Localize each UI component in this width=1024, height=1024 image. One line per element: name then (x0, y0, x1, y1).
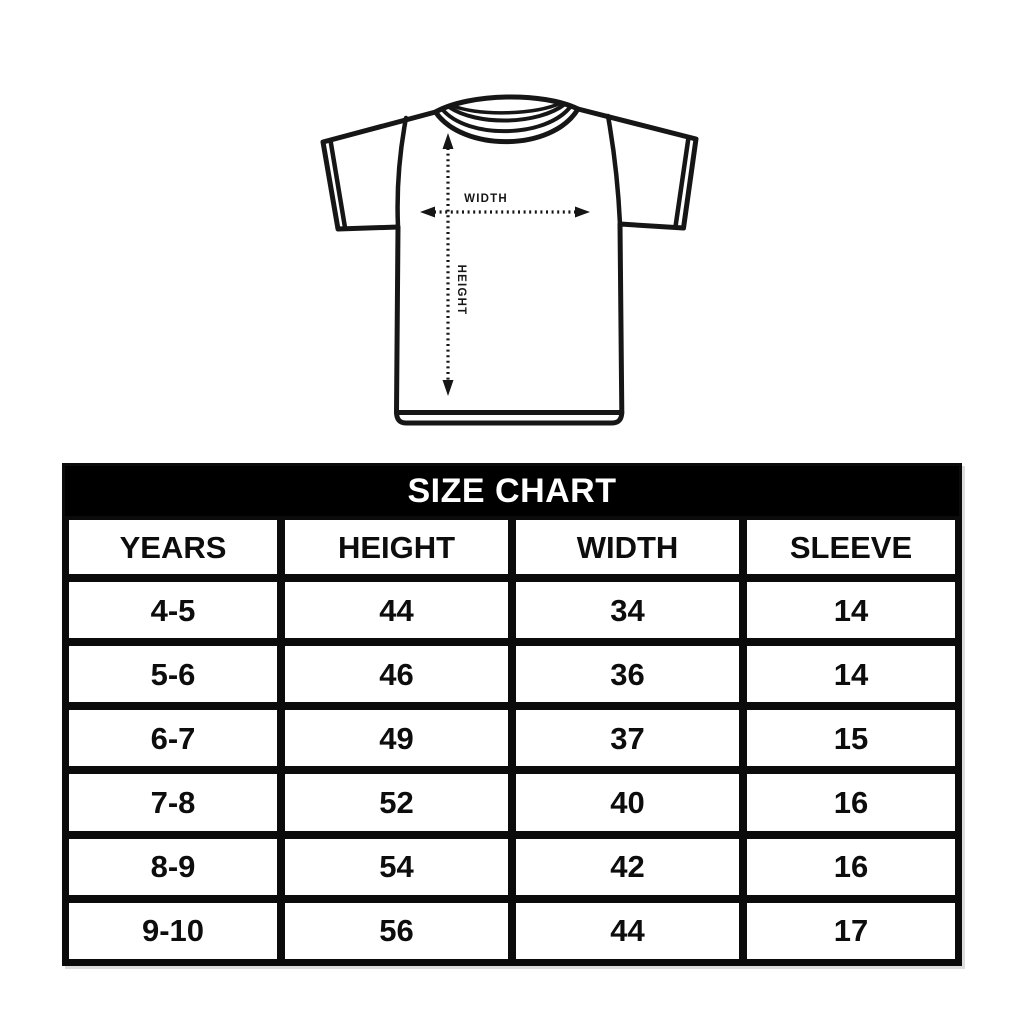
table-cell-width: 42 (512, 835, 743, 899)
tshirt-outline (323, 109, 696, 423)
table-cell-width: 40 (512, 770, 743, 834)
table-cell-height: 56 (281, 899, 512, 963)
table-cell-years: 9-10 (65, 899, 281, 963)
table-cell-width: 36 (512, 642, 743, 706)
table-cell-height: 49 (281, 706, 512, 770)
table-cell-years: 6-7 (65, 706, 281, 770)
table-cell-width: 34 (512, 578, 743, 642)
table-cell-width: 44 (512, 899, 743, 963)
table-cell-height: 52 (281, 770, 512, 834)
table-cell-years: 5-6 (65, 642, 281, 706)
col-header-width: WIDTH (512, 516, 743, 578)
size-table (62, 463, 962, 966)
table-cell-years: 7-8 (65, 770, 281, 834)
tshirt-illustration (300, 80, 720, 440)
table-cell-height: 54 (281, 835, 512, 899)
collar-lines (436, 97, 579, 131)
col-header-height: HEIGHT (281, 516, 512, 578)
col-header-years: YEARS (65, 516, 281, 578)
table-cell-sleeve: 17 (743, 899, 959, 963)
tshirt-diagram (300, 80, 720, 440)
size-table-title: SIZE CHART (65, 466, 959, 516)
table-cell-sleeve: 16 (743, 835, 959, 899)
table-cell-sleeve: 14 (743, 642, 959, 706)
table-cell-height: 46 (281, 642, 512, 706)
col-header-sleeve: SLEEVE (743, 516, 959, 578)
table-cell-sleeve: 16 (743, 770, 959, 834)
table-cell-years: 8-9 (65, 835, 281, 899)
table-cell-years: 4-5 (65, 578, 281, 642)
table-cell-sleeve: 14 (743, 578, 959, 642)
table-cell-height: 44 (281, 578, 512, 642)
height-arrow-label: HEIGHT (455, 264, 467, 316)
table-cell-width: 37 (512, 706, 743, 770)
table-cell-sleeve: 15 (743, 706, 959, 770)
width-arrow-label: WIDTH (464, 193, 508, 205)
